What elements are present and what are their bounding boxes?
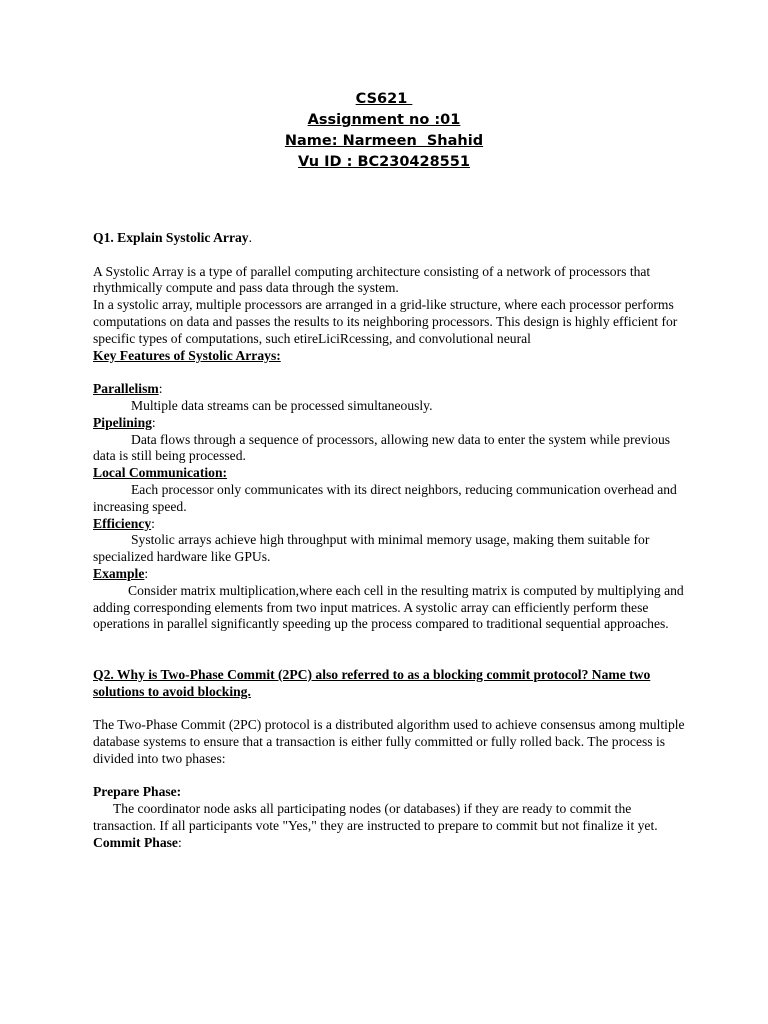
student-name: Name: Narmeen Shahid [284, 133, 484, 149]
prepare-phase-desc: The coordinator node asks all participating nodes (or databases) if they are ready to commit the transaction. If all participants vote "Yes," they are instructed to prepare to commit but not finalize it yet. [93, 801, 658, 833]
q1-title: Q1. Explain Systolic Array [93, 230, 249, 245]
feature-term-local-communication: Local Communication: [93, 465, 228, 481]
feature-term-efficiency: Efficiency: [93, 515, 155, 531]
student-vu-id: Vu ID : BC230428551 [298, 154, 470, 170]
feature-term-example: Example: [93, 565, 149, 581]
document-header [0, 89, 768, 173]
feature-desc-local-communication: Each processor only communicates with its direct neighbors, reducing communication overhead and increasing speed. [93, 481, 677, 514]
feature-desc-efficiency: Systolic arrays achieve high throughput with minimal memory usage, making them suitable for specialized hardware like GPUs. [93, 532, 650, 565]
q1-paragraph-1: A Systolic Array is a type of parallel computing architecture consisting of a network of processors that rhythmically compute and pass data through the system. [93, 263, 651, 296]
document-body [93, 230, 693, 851]
q2-paragraph-1: The Two-Phase Commit (2PC) protocol is a distributed algorithm used to achieve consensus among multiple database systems to ensure that a transaction is either fully committed or fully rolled back. The process is divided into two phases: [93, 717, 685, 766]
feature-term-pipelining: Pipelining: [93, 414, 156, 430]
q2-title: Q2. Why is Two-Phase Commit (2PC) also referred to as a blocking commit protocol? Name two solutions to avoid blocking. [93, 666, 651, 699]
q1-heading [93, 230, 693, 247]
q1-paragraph-2: In a systolic array, multiple processors are arranged in a grid-like structure, where each processor performs computations on data and passes the results to its neighboring processors. This design is highly efficient for specific types of computations, such etireLiciRcessing, and convolutional neural [93, 297, 678, 346]
q1-title-dot: . [248, 230, 252, 245]
commit-phase-heading: Commit Phase: [93, 834, 182, 850]
feature-desc-pipelining: Data flows through a sequence of processors, allowing new data to enter the system while previous data is still being processed. [93, 431, 671, 464]
prepare-phase-heading: Prepare Phase: [93, 784, 182, 800]
feature-desc-example: Consider matrix multiplication,where each cell in the resulting matrix is computed by multiplying and adding corresponding elements from two input matrices. A systolic array can efficiently perform these operations in parallel significantly speeding up the process compared to traditional sequential approaches. [93, 582, 684, 632]
assignment-number: Assignment no :01 [307, 112, 461, 128]
feature-desc-parallelism: Multiple data streams can be processed simultaneously. [131, 397, 433, 413]
key-features-heading: Key Features of Systolic Arrays: [93, 347, 281, 363]
feature-term-parallelism: Parallelism: [93, 381, 163, 397]
course-code: CS621 [355, 91, 413, 107]
